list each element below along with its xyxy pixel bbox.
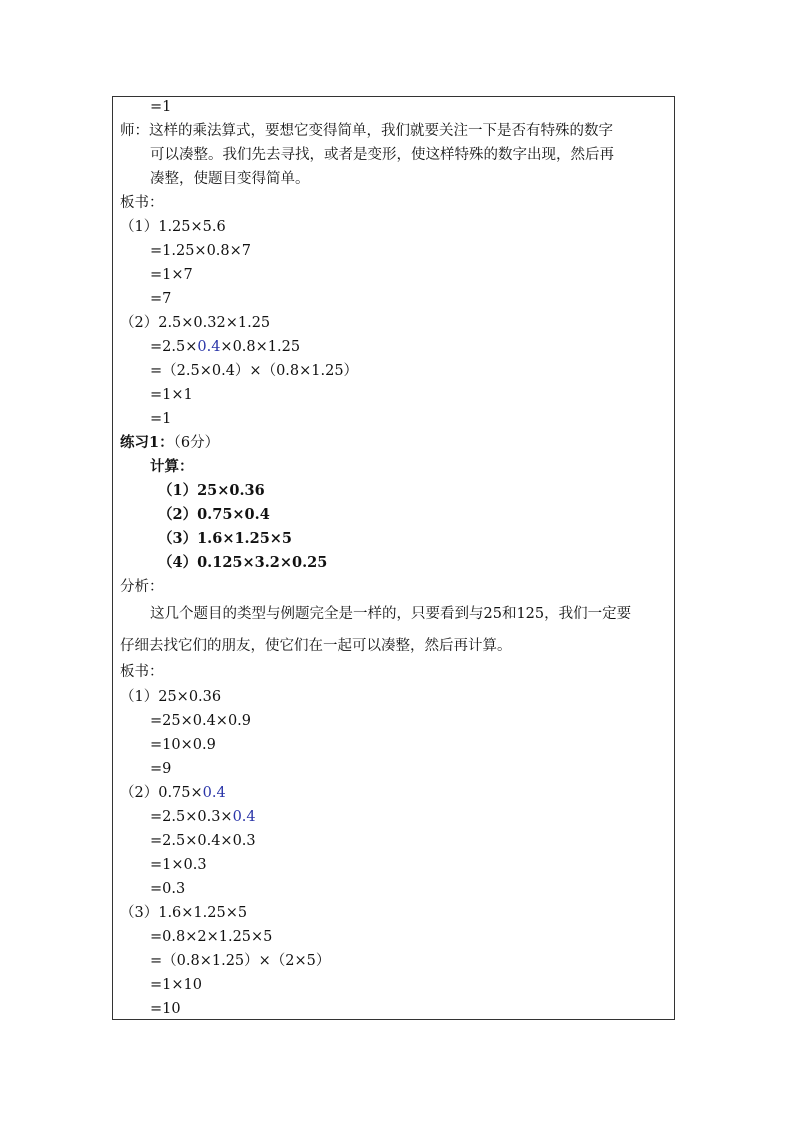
text-segment: （1）1.25×5.6 bbox=[120, 219, 226, 235]
text-segment: 这几个题目的类型与例题完全是一样的，只要看到与25和125，我们一定要 bbox=[150, 606, 632, 622]
text-segment: =1 bbox=[150, 99, 172, 115]
text-line bbox=[150, 880, 185, 898]
text-line bbox=[150, 146, 614, 164]
text-line bbox=[158, 554, 327, 572]
text-line bbox=[150, 952, 330, 970]
text-line bbox=[150, 338, 300, 356]
text-segment: （1）25×0.36 bbox=[120, 689, 222, 705]
text-segment: =7 bbox=[150, 291, 172, 307]
text-segment: （6分） bbox=[173, 435, 220, 451]
text-segment: =2.5× bbox=[150, 339, 198, 355]
text-segment: =10 bbox=[150, 1001, 181, 1017]
text-segment: =1.25×0.8×7 bbox=[150, 243, 252, 259]
text-line bbox=[150, 458, 194, 476]
text-line bbox=[150, 266, 193, 284]
text-segment: 分析： bbox=[120, 579, 164, 595]
text-line bbox=[150, 976, 202, 994]
text-line bbox=[150, 410, 171, 428]
text-line bbox=[150, 290, 171, 308]
text-segment: =2.5×0.4×0.3 bbox=[150, 833, 256, 849]
text-line bbox=[120, 218, 226, 236]
text-segment: =（0.8×1.25）×（2×5） bbox=[150, 953, 331, 969]
text-segment: （2）0.75×0.4 bbox=[158, 506, 270, 523]
text-line bbox=[150, 1000, 181, 1018]
text-line bbox=[120, 314, 270, 332]
text-line bbox=[150, 98, 171, 116]
text-line bbox=[150, 242, 251, 260]
text-line bbox=[120, 663, 164, 681]
text-segment: 0.4 bbox=[232, 809, 256, 825]
text-line bbox=[150, 605, 631, 623]
text-line bbox=[158, 530, 292, 548]
text-line bbox=[120, 578, 164, 596]
text-segment: 计算： bbox=[150, 458, 194, 475]
text-line bbox=[150, 760, 171, 778]
text-segment: 凑整，使题目变得简单。 bbox=[150, 171, 310, 187]
text-segment: =（2.5×0.4）×（0.8×1.25） bbox=[150, 363, 359, 379]
text-line bbox=[120, 434, 219, 452]
text-segment: 0.4 bbox=[202, 785, 226, 801]
text-line bbox=[150, 808, 256, 826]
text-line bbox=[120, 637, 512, 655]
text-segment: 0.4 bbox=[197, 339, 221, 355]
text-line bbox=[120, 784, 226, 802]
text-segment: （1）25×0.36 bbox=[158, 482, 265, 499]
text-line bbox=[150, 386, 193, 404]
text-line bbox=[158, 506, 270, 524]
text-segment: （2）2.5×0.32×1.25 bbox=[120, 315, 271, 331]
text-segment: =2.5×0.3× bbox=[150, 809, 233, 825]
text-segment: 板书： bbox=[120, 195, 164, 211]
text-segment: 可以凑整。我们先去寻找，或者是变形，使这样特殊的数字出现，然后再 bbox=[150, 147, 614, 163]
text-segment: 仔细去找它们的朋友，使它们在一起可以凑整，然后再计算。 bbox=[120, 638, 512, 654]
text-line bbox=[158, 482, 265, 500]
text-segment: =25×0.4×0.9 bbox=[150, 713, 252, 729]
text-line bbox=[150, 832, 256, 850]
text-segment: =1 bbox=[150, 411, 172, 427]
text-segment: （2）0.75× bbox=[120, 785, 203, 801]
text-segment: =0.8×2×1.25×5 bbox=[150, 929, 273, 945]
text-line bbox=[150, 856, 207, 874]
text-segment: （4）0.125×3.2×0.25 bbox=[158, 554, 328, 571]
text-line bbox=[120, 122, 613, 140]
text-segment: =1×7 bbox=[150, 267, 193, 283]
text-segment: =9 bbox=[150, 761, 172, 777]
text-segment: =1×1 bbox=[150, 387, 193, 403]
text-line bbox=[120, 194, 164, 212]
text-line bbox=[150, 362, 358, 380]
text-segment: 师：这样的乘法算式，要想它变得简单，我们就要关注一下是否有特殊的数字 bbox=[120, 123, 613, 139]
text-segment: =0.3 bbox=[150, 881, 186, 897]
text-segment: （3）1.6×1.25×5 bbox=[158, 530, 293, 547]
text-segment: ×0.8×1.25 bbox=[220, 339, 301, 355]
text-line bbox=[150, 928, 272, 946]
text-line bbox=[120, 904, 247, 922]
text-segment: =10×0.9 bbox=[150, 737, 216, 753]
text-line bbox=[120, 688, 221, 706]
text-line bbox=[150, 736, 216, 754]
text-segment: 板书： bbox=[120, 664, 164, 680]
text-segment: （3）1.6×1.25×5 bbox=[120, 905, 248, 921]
text-segment: =1×10 bbox=[150, 977, 202, 993]
text-segment: 练习1： bbox=[120, 434, 174, 451]
text-line bbox=[150, 712, 251, 730]
text-line bbox=[150, 170, 310, 188]
text-segment: =1×0.3 bbox=[150, 857, 207, 873]
